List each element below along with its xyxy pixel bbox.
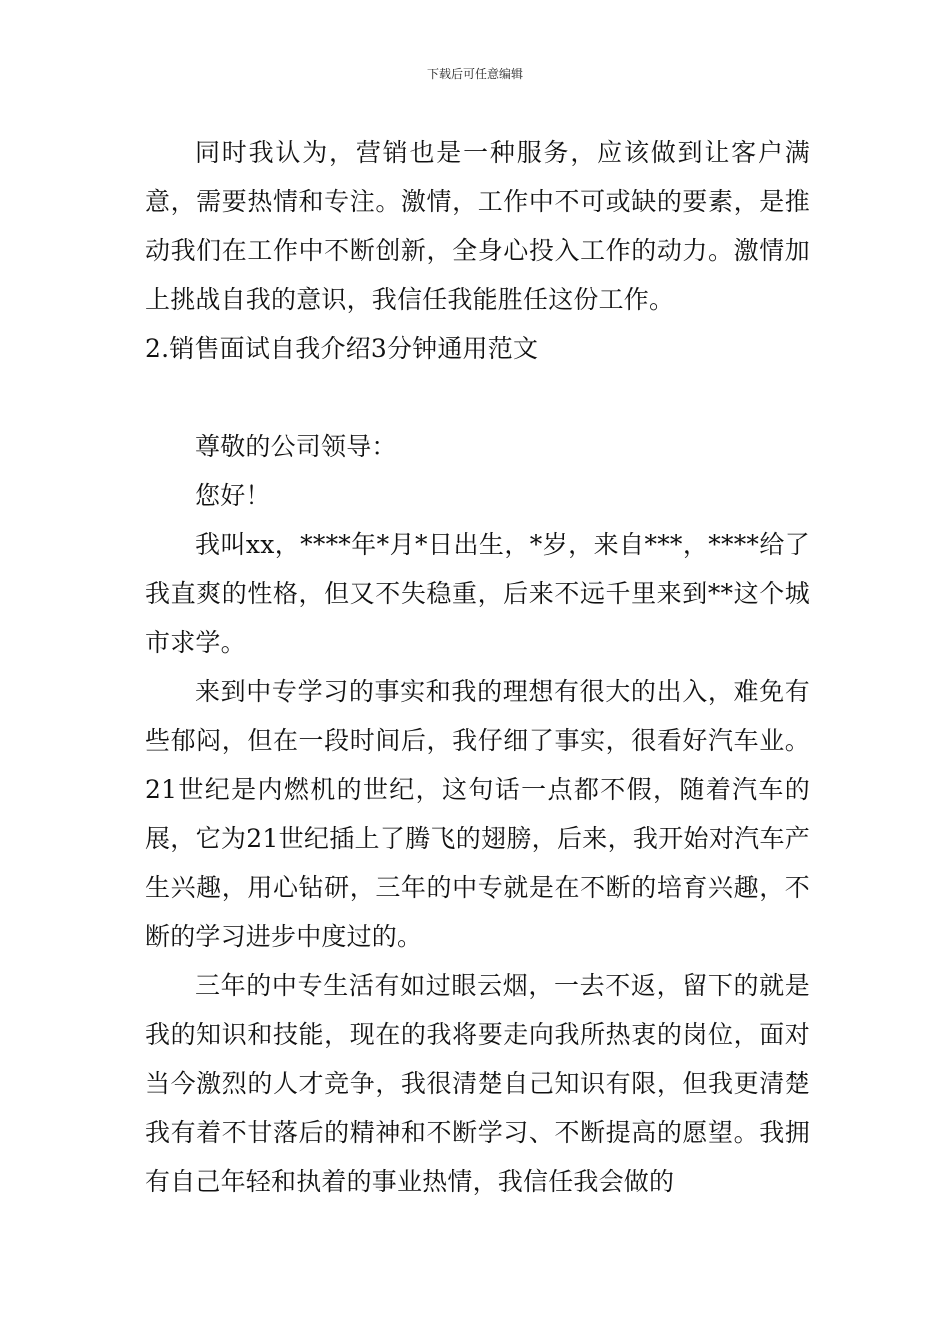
paragraph-3: 来到中专学习的事实和我的理想有很大的出入，难免有些郁闷，但在一段时间后，我仔细了事实，很看好汽车业。21世纪是内燃机的世纪，这句话一点都不假，随着汽车的展，它为21世纪插上了腾飞的翅膀，后来，我开始对汽车产生兴趣，用心钻研，三年的中专就是在不断的培育兴趣，不断的学习进步中度过的。 [145, 677, 810, 951]
blank-line [145, 373, 810, 422]
paragraph-1: 同时我认为，营销也是一种服务，应该做到让客户满意，需要热情和专注。激情，工作中不可或缺的要素，是推动我们在工作中不断创新，全身心投入工作的动力。激情加上挑战自我的意识，我信任我能胜任这份工作。 [145, 138, 810, 314]
salutation: 尊敬的公司领导： [195, 432, 397, 461]
section-heading: 2.销售面试自我介绍3分钟通用范文 [145, 334, 539, 363]
header-note: 下载后可任意编辑 [426, 67, 523, 81]
document-body [145, 128, 810, 1206]
greeting: 您好！ [195, 481, 271, 510]
paragraph-4: 三年的中专生活有如过眼云烟，一去不返，留下的就是我的知识和技能，现在的我将要走向我所热衷的岗位，面对当今激烈的人才竞争，我很清楚自己知识有限，但我更清楚我有着不甘落后的精神和不断学习、不断提高的愿望。我拥有自己年轻和执着的事业热情，我信任我会做的 [145, 971, 810, 1196]
paragraph-2: 我叫xx，****年*月*日出生，*岁，来自***，****给了我直爽的性格，但又不失稳重，后来不远千里来到**这个城市求学。 [145, 530, 810, 657]
